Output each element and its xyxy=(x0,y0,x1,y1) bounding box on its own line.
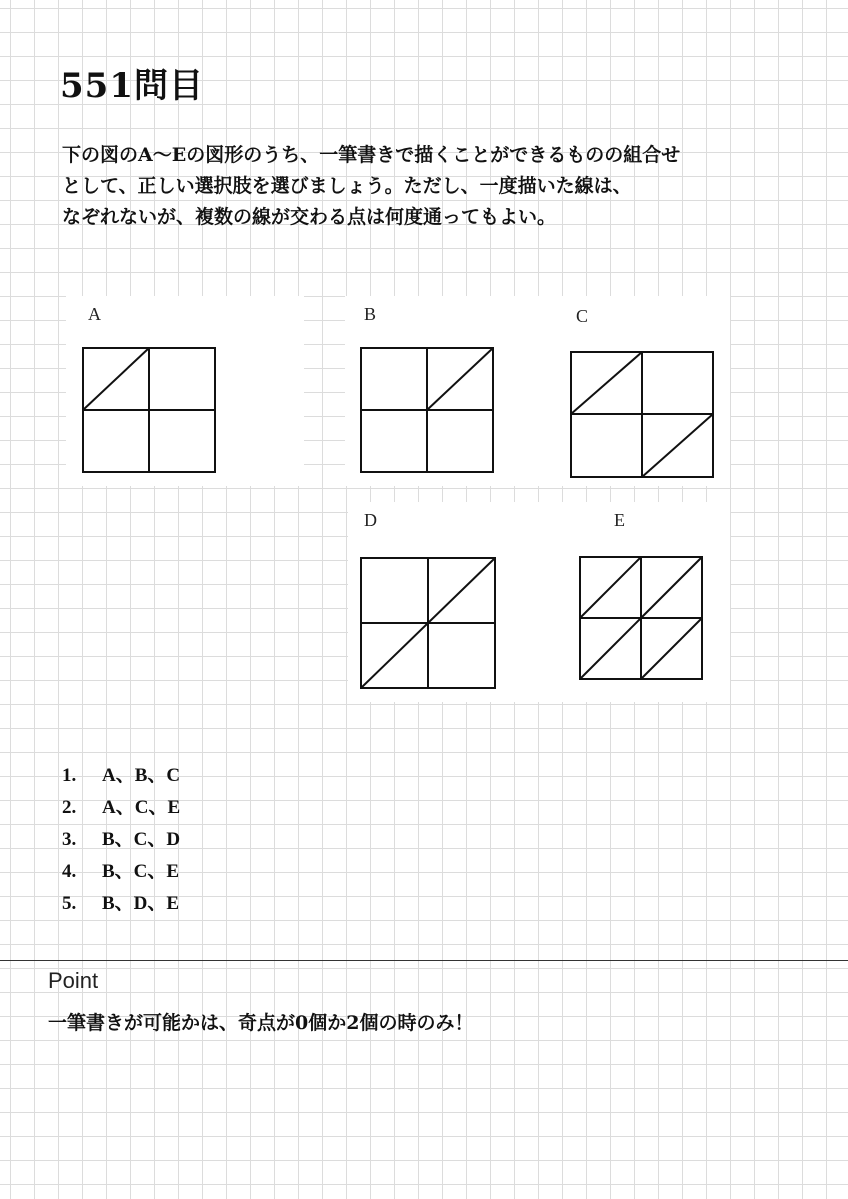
choice-number: 4. xyxy=(62,861,77,882)
choice-text: B、C、D xyxy=(102,829,181,850)
figure-e xyxy=(580,557,702,679)
choice-number: 2. xyxy=(62,797,77,818)
answer-choices xyxy=(62,760,180,920)
choice-number: 1. xyxy=(62,765,77,786)
question-line: なぞれないが、複数の線が交わる点は何度通ってもよい。 xyxy=(62,206,557,228)
figure-e-label: E xyxy=(614,510,625,530)
figure-d xyxy=(361,558,495,688)
choice-number: 5. xyxy=(62,893,77,914)
figure-c-label: C xyxy=(576,306,589,326)
figure-b-label: B xyxy=(364,304,377,324)
choice-number: 3. xyxy=(62,829,77,850)
figure-a-label: A xyxy=(88,304,101,324)
figure-a xyxy=(83,348,215,472)
choice-4[interactable] xyxy=(62,856,180,888)
question-text xyxy=(62,140,802,233)
question-line: 下の図のA～Eの図形のうち、一筆書きで描くことができるものの組合せ xyxy=(62,144,681,166)
choice-text: A、C、E xyxy=(102,797,181,818)
choice-text: B、D、E xyxy=(102,893,180,914)
choice-2[interactable] xyxy=(62,792,180,824)
figure-b xyxy=(361,348,493,472)
choice-text: A、B、C xyxy=(102,765,181,786)
figure-c xyxy=(571,352,713,477)
choice-5[interactable] xyxy=(62,888,180,920)
choice-text: B、C、E xyxy=(102,861,180,882)
point-heading: Point xyxy=(48,968,99,993)
figure-d-label: D xyxy=(364,510,377,530)
problem-title: 551問目 xyxy=(60,66,204,106)
choice-3[interactable] xyxy=(62,824,180,856)
section-divider xyxy=(0,960,848,961)
question-line: として、正しい選択肢を選びましょう。ただし、一度描いた線は、 xyxy=(62,175,632,197)
choice-1[interactable] xyxy=(62,760,180,792)
point-text: 一筆書きが可能かは、奇点が0個か2個の時のみ！ xyxy=(48,1012,474,1034)
